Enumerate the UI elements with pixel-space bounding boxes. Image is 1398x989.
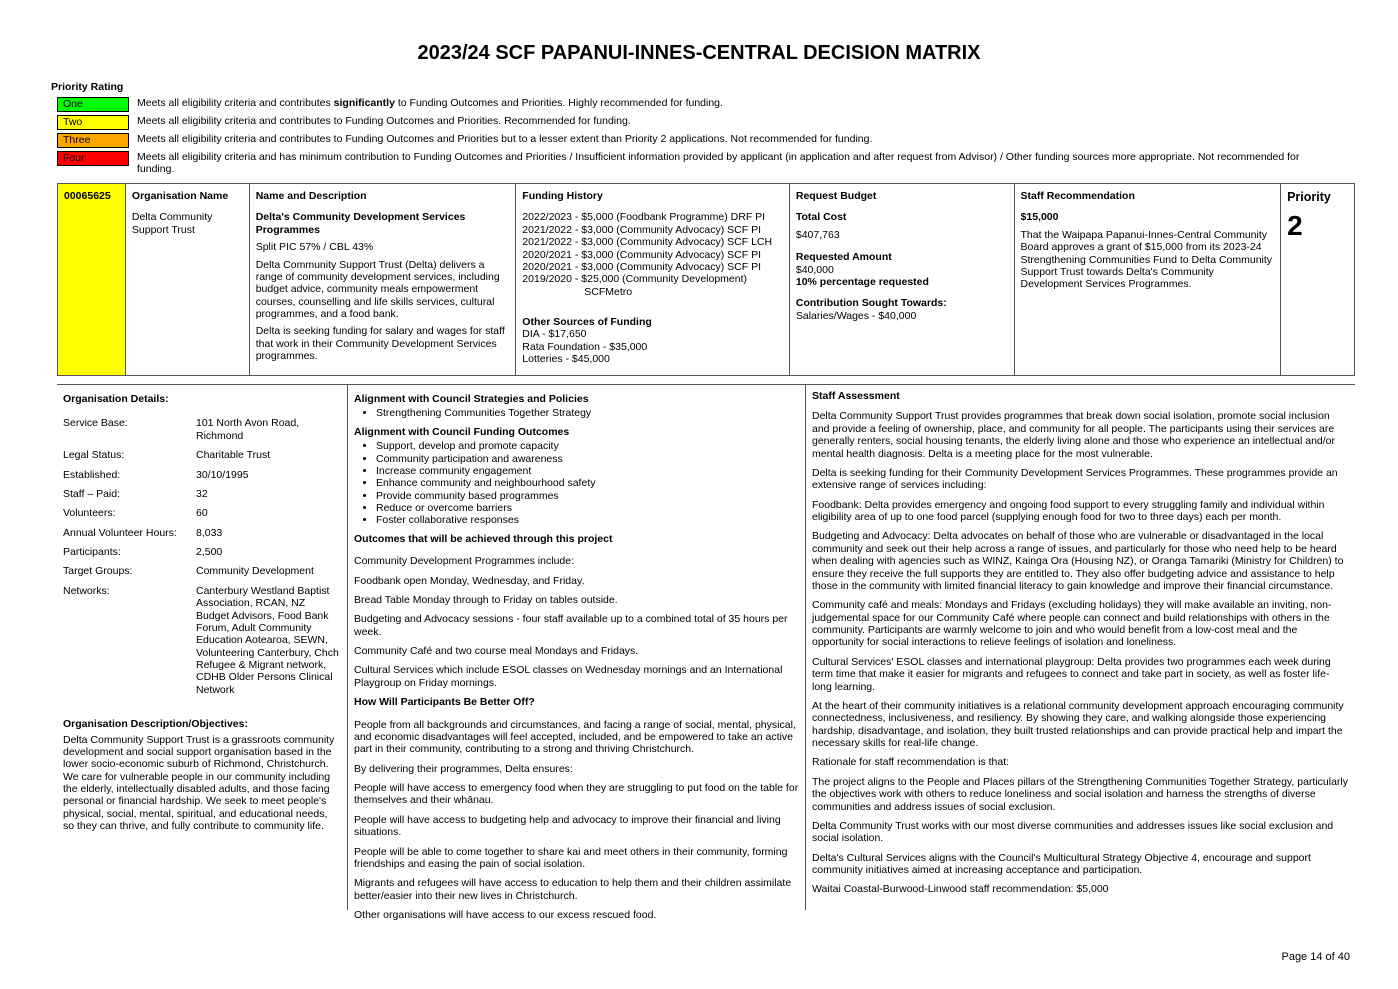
- project-title: Delta's Community Development Services Programmes: [255, 211, 466, 236]
- request-budget-heading: Request Budget: [795, 190, 877, 202]
- other-source-item: Lotteries - $45,000: [522, 353, 610, 366]
- assessment-paragraph: Budgeting and Advocacy: Delta advocates on behalf of those who are vulnerable or disadvantaged in the local community and seek out their help across a range of issues, and particularly for those who need help to be heard when dealing with agencies such as WINZ, Kainga Ora (Housing NZ), or Oranga Tamariki (Ministry for Children) to ensure they receive the full supports they are entitled to. They also offer budgeting advice and assistance to help those in the community with limited financial literacy to gain knowledge and improve their financial circumstance.: [812, 530, 1344, 592]
- outcomes-achieved-heading: Outcomes that will be achieved through this project: [354, 532, 613, 545]
- staff-assessment-column: [806, 385, 1355, 910]
- detail-row: Participants: 2,500: [63, 546, 223, 558]
- priority-swatch-one: One: [57, 97, 129, 112]
- priority-row-three: [57, 133, 1317, 148]
- detail-row: Established: 30/10/1995: [63, 468, 249, 481]
- priority-desc-one: Meets all eligibility criteria and contributes significantly to Funding Outcomes and Priorities. Highly recommended for funding.: [137, 97, 723, 109]
- contribution-label: Contribution Sought Towards:: [795, 297, 947, 310]
- detail-row: Volunteers: 60: [63, 507, 208, 520]
- percentage-requested: 10% percentage requested: [795, 275, 929, 288]
- strategies-heading: Alignment with Council Strategies and Policies: [354, 393, 589, 405]
- outcome-item: • Community participation and awareness: [376, 453, 799, 465]
- better-off-text: People will have access to emergency food when they are struggling to put food on the table for themselves and their whānau.: [354, 782, 799, 807]
- project-desc-1: Delta Community Support Trust (Delta) delivers a range of community development services, including budget advice, community meals empowerment courses, counselling and life skills services, cultural programmes, and a food bank.: [255, 258, 500, 320]
- assessment-paragraph: The project aligns to the People and Places pillars of the Strengthening Communities Together Strategy, particularly the objectives work with others to reduce loneliness and social isolation and harness the strengths of diverse communities and address issues of social exclusion.: [812, 775, 1348, 813]
- assessment-paragraph: Foodbank: Delta provides emergency and ongoing food support to every struggling family and individual within eligibility area of up to one food parcel (supplying enough food for two to three days) each per month.: [812, 498, 1325, 523]
- funding-outcomes-list: [354, 440, 799, 527]
- org-name-heading: Organisation Name: [131, 190, 229, 202]
- assessment-paragraph: Delta's Cultural Services aligns with the Council's Multicultural Strategy Objective 4, encourage and support community initiatives aimed at increasing acceptance and participation.: [812, 851, 1311, 876]
- priority-rating-heading: Priority Rating: [51, 81, 124, 93]
- page-title: 2023/24 SCF PAPANUI-INNES-CENTRAL DECISION MATRIX: [417, 42, 981, 64]
- alignment-column: [348, 385, 806, 921]
- priority-row-two: [57, 115, 1317, 130]
- better-off-text: Migrants and refugees will have access to education to help them and their children assimilate better/easier into their new lives in Christchurch.: [354, 877, 792, 902]
- better-off-heading: How Will Participants Be Better Off?: [354, 696, 535, 709]
- project-desc-2: Delta is seeking funding for salary and wages for staff that work in their Community Development Services programmes.: [255, 325, 505, 363]
- staff-recommendation-cell: [1015, 184, 1282, 375]
- total-cost: $407,763: [795, 228, 840, 241]
- org-details-heading: Organisation Details:: [63, 393, 169, 405]
- org-description-heading: Organisation Description/Objectives:: [63, 718, 248, 731]
- detail-row: Target Groups: Community Development: [63, 565, 314, 578]
- priority-desc-four: Meets all eligibility criteria and has minimum contribution to Funding Outcomes and Priorities / Insufficient information provided by applicant (in application and after request from Advisor) / Other funding sources more appropriate. Not recommended for funding.: [137, 151, 1300, 176]
- priority-heading: Priority: [1287, 190, 1331, 204]
- staff-recommendation-heading: Staff Recommendation: [1020, 190, 1135, 202]
- org-name-cell: [126, 184, 250, 375]
- funding-history-item: 2020/2021 - $3,000 (Community Advocacy) SCF PI: [522, 248, 761, 261]
- name-description-cell: [250, 184, 517, 375]
- request-budget-cell: [790, 184, 1015, 375]
- better-off-text: Other organisations will have access to our excess rescued food.: [354, 909, 657, 921]
- detail-row: Annual Volunteer Hours: 8,033: [63, 526, 223, 539]
- priority-row-one: [57, 97, 1317, 112]
- requested-label: Requested Amount: [795, 251, 892, 264]
- priority-row-four: [57, 151, 1317, 176]
- priority-swatch-three: Three: [57, 133, 129, 148]
- funding-outcomes-heading: Alignment with Council Funding Outcomes: [354, 425, 570, 438]
- funding-history-cell: [516, 184, 790, 375]
- strategies-list: [354, 407, 799, 419]
- assessment-paragraph: Rationale for staff recommendation is that:: [812, 756, 1010, 769]
- outcome-text: Foodbank open Monday, Wednesday, and Friday.: [354, 574, 585, 587]
- outcome-item: • Reduce or overcome barriers: [376, 502, 799, 514]
- contribution-value: Salaries/Wages - $40,000: [795, 309, 917, 322]
- org-name: Delta Community Support Trust: [131, 211, 213, 236]
- assessment-paragraph: Waitai Coastal-Burwood-Linwood staff recommendation: $5,000: [812, 883, 1109, 896]
- detail-row: Networks: Canterbury Westland Baptist Association, RCAN, NZ Budget Advisors, Food Bank Forum, Adult Community Education Aotearoa, SEWN, Volunteering Canterbury, Chch Refugee & Migrant network, CDHB Older Persons Clinical Network: [63, 584, 339, 696]
- better-off-text: People will have access to budgeting help and advocacy to improve their financial and living situations.: [354, 813, 781, 839]
- detail-row: Service Base: 101 North Avon Road, Richmond: [63, 417, 300, 442]
- details-section: [57, 384, 1355, 921]
- better-off-text: People will be able to come together to share kai and meet others in their community, forming friendships and easing the pain of social isolation.: [354, 845, 788, 870]
- assessment-paragraph: Cultural Services' ESOL classes and international playgroup: Delta provides two programmes each week during term time that make it easier for migrants and refugees to connect and take part in society, as well as foster life-long learning.: [812, 655, 1331, 693]
- priority-legend: [57, 97, 1317, 179]
- other-sources-heading: Other Sources of Funding: [522, 316, 652, 328]
- funding-history-tail: SCFMetro: [584, 285, 633, 298]
- outcome-text: Community Café and two course meal Mondays and Fridays.: [354, 645, 639, 657]
- detail-row: Legal Status: Charitable Trust: [63, 449, 271, 462]
- assessment-paragraph: At the heart of their community initiatives is a relational community development approach encouraging community connectedness, inclusiveness, and resiliency. By showing they care, and walking alongside those experiencing hardship, disadvantage, and isolation, they built trusted relationships and can provide practical help and impart the necessary skills for real-life change.: [812, 699, 1344, 749]
- funding-history-item: 2022/2023 - $5,000 (Foodbank Programme) DRF PI: [522, 211, 766, 224]
- requested-amount: $40,000: [795, 263, 834, 276]
- funding-history-item: 2021/2022 - $3,000 (Community Advocacy) SCF PI: [522, 223, 761, 236]
- priority-desc-two: Meets all eligibility criteria and contributes to Funding Outcomes and Priorities. Recommended for funding.: [137, 115, 631, 127]
- org-description: Delta Community Support Trust is a grassroots community development and social support organisation based in the lower socio-economic suburb of Richmond, Christchurch. We care for vulnerable people in our community including the elderly, intellectually disabled adults, and those facing personal or financial hardship. We seek to meet people's physical, social, mental, spiritual, and educational needs, so they can thrive, and fully contribute to community life.: [63, 733, 335, 833]
- better-off-text: By delivering their programmes, Delta ensures:: [354, 762, 573, 775]
- total-cost-label: Total Cost: [795, 211, 847, 224]
- outcome-item: • Enhance community and neighbourhood safety: [376, 477, 799, 489]
- assessment-paragraph: Delta Community Trust works with our most diverse communities and addresses issues like social exclusion and social isolation.: [812, 819, 1334, 845]
- staff-recommendation-text: That the Waipapa Papanui-Innes-Central Community Board approves a grant of $15,000 from its 2023-24 Strengthening Communities Fund to Delta Community Support Trust towards Delta's Community Development Services Programmes.: [1020, 228, 1273, 291]
- org-details-column: [57, 385, 348, 910]
- assessment-paragraph: Community café and meals: Mondays and Fridays (excluding holidays) they will make available an inviting, non-judgemental space for our Community Café where people can connect and build relationships with others in the community. Participants are warmly welcome to join and who would benefit from a low-cost meal and the opportunity for social interactions to relieve feelings of isolation and loneliness.: [812, 599, 1332, 649]
- staff-assessment-heading: Staff Assessment: [812, 390, 900, 402]
- outcome-text: Cultural Services which include ESOL classes on Wednesday mornings and an International Playgroup on Friday mornings.: [354, 664, 783, 689]
- detail-row: Staff – Paid: 32: [63, 487, 208, 500]
- outcome-item: • Foster collaborative responses: [376, 514, 799, 526]
- summary-table: [57, 183, 1355, 376]
- outcome-text: Community Development Programmes include:: [354, 555, 575, 568]
- split-text: Split PIC 57% / CBL 43%: [255, 241, 374, 254]
- page-number: Page 14 of 40: [1281, 951, 1350, 963]
- priority-cell: [1281, 184, 1354, 375]
- name-description-heading: Name and Description: [255, 190, 367, 202]
- assessment-paragraph: Delta is seeking funding for their Community Development Services Programmes. These programmes provide an extensive range of services including:: [812, 466, 1338, 492]
- application-id: 00065625: [58, 184, 126, 375]
- priority-swatch-two: Two: [57, 115, 129, 130]
- priority-swatch-four: Four: [57, 151, 129, 166]
- assessment-paragraph: Delta Community Support Trust provides programmes that break down social isolation, promote social inclusion and provide a feeling of ownership, place, and community for all people. The participants using their services are generally renters, social housing tenants, the elderly living alone and those who experience an intellectual and/or mental health diagnosis. Delta is a meeting place for the most vulnerable.: [812, 410, 1335, 460]
- better-off-text: People from all backgrounds and circumstances, and facing a range of social, mental, physical, and economic disadvantages will feel accepted, included, and be empowered to take an active part in their community, contributing to a strong and thriving Christchurch.: [354, 718, 796, 756]
- priority-desc-three: Meets all eligibility criteria and contributes to Funding Outcomes and Priorities but to a lesser extent than Priority 2 applications. Not recommended for funding.: [137, 133, 873, 145]
- outcome-item: • Support, develop and promote capacity: [376, 440, 799, 452]
- staff-amount: $15,000: [1020, 211, 1059, 224]
- other-source-item: DIA - $17,650: [522, 328, 587, 341]
- outcome-item: • Increase community engagement: [376, 465, 799, 477]
- funding-history-heading: Funding History: [522, 190, 603, 202]
- other-source-item: Rata Foundation - $35,000: [522, 340, 648, 353]
- funding-history-item: 2021/2022 - $3,000 (Community Advocacy) SCF LCH: [522, 236, 773, 249]
- outcome-item: • Provide community based programmes: [376, 490, 799, 502]
- outcome-text: Budgeting and Advocacy sessions - four staff available up to a combined total of 35 hours per week.: [354, 613, 788, 638]
- strategy-item: • Strengthening Communities Together Strategy: [376, 407, 799, 419]
- outcome-text: Bread Table Monday through to Friday on tables outside.: [354, 593, 618, 606]
- priority-value: 2: [1287, 209, 1303, 241]
- funding-history-item: 2020/2021 - $3,000 (Community Advocacy) SCF PI: [522, 260, 761, 273]
- funding-history-item: 2019/2020 - $25,000 (Community Development): [522, 273, 748, 286]
